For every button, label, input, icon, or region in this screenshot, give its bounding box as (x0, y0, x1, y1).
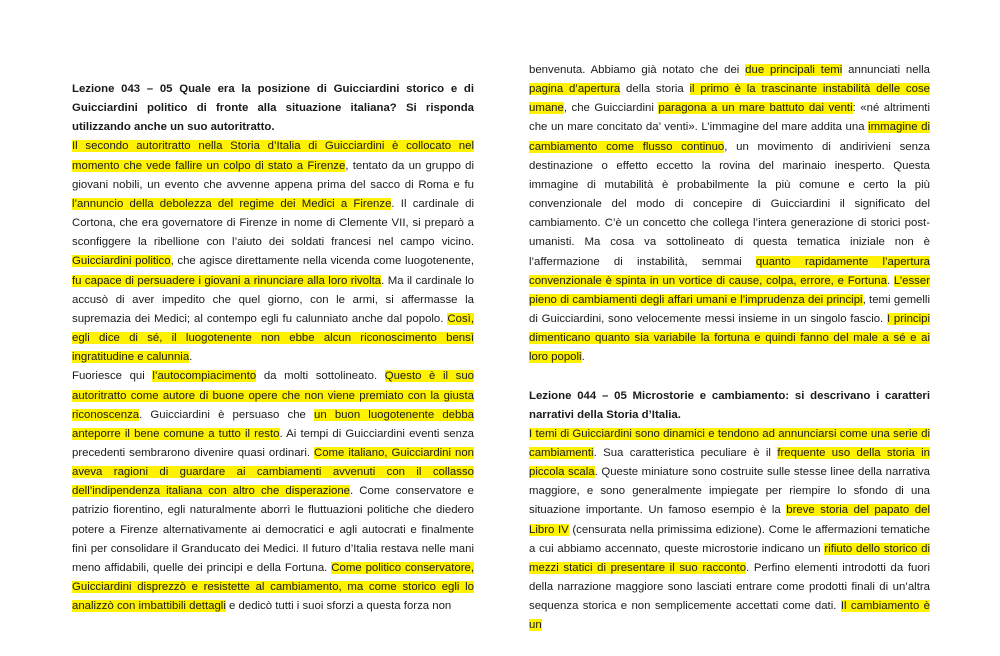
left-column (72, 80, 474, 616)
highlighted-text: I temi di Guicciardini sono dinamici e tendono ad annunciarsi come una serie di cambiamenti (529, 427, 930, 459)
highlighted-text: due principali temi (745, 64, 843, 76)
text-run: annunciati nella (842, 64, 931, 76)
highlighted-text: frequente uso della storia in piccola scala (529, 446, 930, 479)
lesson-043-paragraph-2 (72, 367, 474, 616)
text-run: (censurata nella primissima edizione). Come le affermazioni tematiche a cui abbiamo accennato, queste microstorie indicano un (529, 523, 930, 555)
right-column (529, 61, 930, 636)
highlighted-text: Guicciardini politico (72, 255, 171, 268)
highlighted-text: Così, egli dice di sé, il luogotenente non ebbe alcun riconoscimento bensì ingratitudine e calunnia (72, 312, 474, 364)
highlighted-text: pagina d’apertura (529, 83, 621, 96)
text-run: benvenuta. Abbiamo già notato che dei (529, 64, 746, 76)
text-run: , tentato da un gruppo di giovani nobili, un evento che avvenne appena prima del sacco di Roma e fu (72, 159, 474, 191)
section-gap (529, 368, 930, 387)
highlighted-text: Il secondo autoritratto nella Storia d’Italia di Guicciardini è collocato nel momento che vede fallire un colpo di stato a Firenze (72, 140, 474, 172)
lesson-043-heading: Lezione 043 – 05 Quale era la posizione di Guicciardini storico e di Guicciardini politico di fronte alla situazione italiana? Si risponda utilizzando anche un suo autoritratto. (72, 83, 474, 134)
text-run: . Come conservatore e patrizio fiorentino, egli naturalmente aborrì le fluttuazioni politiche che diedero potere a Firenze alternativamente ai democratici e agli autocrati e finalmente finì per consolidare il Granducato dei Medici. Il futuro d’Italia restava nelle mani meno affidabili, quelle dei principi e della Fortuna. (72, 485, 474, 574)
highlighted-text: l’autocompiacimento (152, 370, 257, 383)
text-run: . (886, 274, 894, 287)
highlighted-text: Il cambiamento è un (529, 600, 930, 632)
lesson-043-paragraph-1 (72, 137, 474, 367)
highlighted-text: Come italiano, Guicciardini non aveva ragioni di guardare ai cambiamenti avvenuti con il collasso dell’indipendenza italiana con altro che disperazione (72, 446, 474, 498)
text-run: . Queste miniature sono costruite sulle stesse linee della narrativa maggiore, e sono generalmente impiegate per riempire lo sfondo di una situazione importante. Un famoso esempio è la (529, 466, 931, 517)
text-run: e dedicò tutti i suoi sforzi a questa forza non (225, 600, 452, 613)
text-run: . Guicciardini è persuaso che (139, 408, 315, 421)
lesson-043-continuation (529, 61, 930, 368)
highlighted-text: l’annuncio della debolezza del regime dei Medici a Firenze (72, 197, 392, 210)
highlighted-text: breve storia del papato del Libro IV (529, 504, 930, 536)
text-run: . Ai tempi di Guicciardini eventi senza precedenti sembrarono divenire quasi ordinari. (72, 427, 474, 459)
highlighted-text: un buon luogotenente debba anteporre il bene comune a tutto il resto (72, 408, 474, 440)
highlighted-text: Questo è il suo autoritratto come autore di buone opere che non viene premiato con la giusta riconoscenza (72, 370, 474, 421)
text-run: . Perfino elementi introdotti da fuori della narrazione maggiore sono lasciati entrare come prodotti finali di un’altra sequenza storica e non semplicemente accettati come dati. (529, 561, 930, 613)
text-run: , temi gemelli di Guicciardini, sono velocemente messi insieme in un singolo fascio. (529, 293, 930, 326)
text-run: . (581, 351, 585, 364)
highlighted-text: paragona a un mare battuto dai venti (658, 102, 853, 115)
text-run: , che Guicciardini (563, 102, 659, 115)
lesson-044-paragraph (529, 425, 930, 636)
highlighted-text: fu capace di persuadere i giovani a rinunciare alla loro rivolta (72, 274, 382, 287)
text-run: : «né altrimenti che un mare concitato da’ venti». L’immagine del mare addita una (529, 102, 930, 134)
text-run: da molti sottolineato. (256, 370, 385, 383)
text-run: , che agisce direttamente nella vicenda come luogotenente, (170, 255, 474, 268)
text-run: . Il cardinale di Cortona, che era governatore di Firenze in nome di Clemente VII, si preparò a sconfiggere la ribellione con l’aiuto dei soldati francesi nel campo vicino. (72, 197, 474, 249)
text-run: , un movimento di andirivieni senza destinazione o effetto eccetto la rovina del marinaio inesperto. Questa immagine di mutabilità è probabilmente la più comune e certo la più convenzionale del modo di concepire di Guicciardini il significato del cambiamento. C’è un concetto che collega l’intera generazione di storici post-umanisti. Ma cosa va sottolineato di questa tematica iniziale non è l’affermazione di instabilità, semmai (529, 140, 930, 268)
lesson-044-heading: Lezione 044 – 05 Microstorie e cambiamento: si descrivano i caratteri narrativi della Storia d’Italia. (529, 389, 930, 421)
text-run: della storia (620, 83, 690, 96)
highlighted-text: immagine di cambiamento come flusso continuo (529, 121, 930, 153)
highlighted-text: Come politico conservatore, Guicciardini disprezzò e resistette al cambiamento, ma come storico egli lo analizzò con imbattibili dettagli (72, 561, 474, 613)
highlighted-text: L’esser pieno di cambiamenti degli affari umani e l’imprudenza dei principi (529, 274, 930, 306)
highlighted-text: I principi dimenticano quanto sia variabile la fortuna e quindi fanno del male a sé e ai loro popoli (529, 313, 930, 364)
highlighted-text: rifiuto dello storico di mezzi statici di presentare il suo racconto (529, 542, 930, 574)
text-run: . (189, 351, 193, 364)
text-run: Fuoriesce qui (72, 370, 153, 383)
text-run: . Ma il cardinale lo accusò di aver impedito che quel giorno, con le armi, si affermasse la supremazia dei Medici; al contempo egli fu calunniato anche dal popolo. (72, 274, 474, 325)
highlighted-text: quanto rapidamente l’apertura convenzionale è spinta in un vortice di cause, colpa, errore, e Fortuna (529, 255, 930, 287)
highlighted-text: il primo è la trascinante instabilità delle cose umane (529, 83, 930, 115)
text-run: . Sua caratteristica peculiare è il (593, 446, 778, 459)
